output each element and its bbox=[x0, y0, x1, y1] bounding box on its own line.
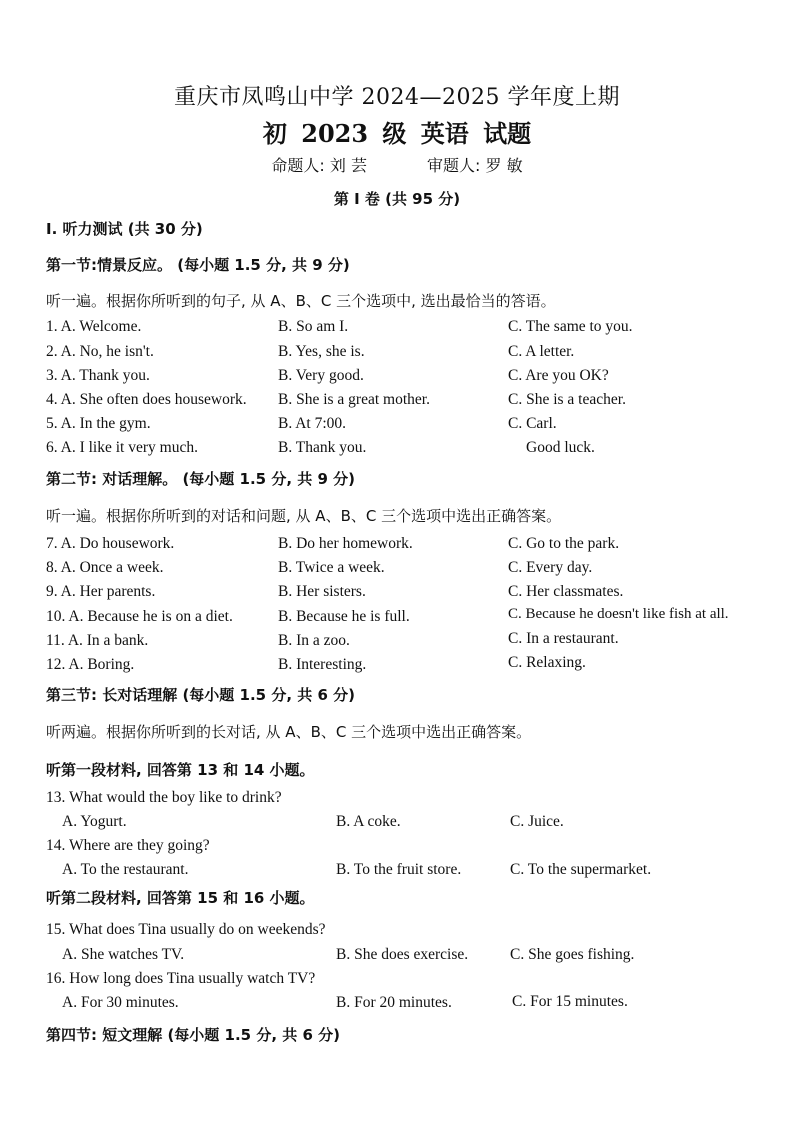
school-line: 重庆市凤鸣山中学 2024—2025 学年度上期 bbox=[174, 85, 620, 110]
part-heading: I. 听力测试 (共 30 分) bbox=[46, 220, 203, 238]
reviewer: 审题人: 罗 敏 bbox=[427, 156, 523, 175]
option-a: 11. A. In a bank. bbox=[46, 632, 149, 649]
option-a: 9. A. Her parents. bbox=[46, 583, 156, 600]
option-c: C. Because he doesn't like fish at all. bbox=[508, 606, 729, 622]
option-b: B. To the fruit store. bbox=[336, 861, 462, 878]
option-a: 4. A. She often does housework. bbox=[46, 391, 247, 408]
option-a: 8. A. Once a week. bbox=[46, 559, 164, 576]
section-instruction: 听一遍。根据你所听到的对话和问题, 从 A、B、C 三个选项中选出正确答案。 bbox=[46, 507, 562, 525]
option-c: C. Her classmates. bbox=[508, 583, 624, 600]
option-c: C. She goes fishing. bbox=[510, 946, 635, 963]
option-c: C. Relaxing. bbox=[508, 654, 586, 671]
option-b: B. Because he is full. bbox=[278, 608, 410, 625]
option-c: C. Juice. bbox=[510, 813, 564, 830]
option-b: B. Do her homework. bbox=[278, 535, 413, 552]
option-b: B. She does exercise. bbox=[336, 946, 469, 963]
question-stem: 15. What does Tina usually do on weekends? bbox=[46, 921, 326, 938]
exam-title: 初 2023 级 英语 试题 bbox=[262, 119, 532, 148]
option-b: B. Interesting. bbox=[278, 656, 367, 673]
section-heading: 第二节: 对话理解。 (每小题 1.5 分, 共 9 分) bbox=[46, 470, 355, 488]
option-c: Good luck. bbox=[526, 439, 595, 456]
option-a: 3. A. Thank you. bbox=[46, 367, 150, 384]
option-c: C. Are you OK? bbox=[508, 367, 609, 384]
option-a: 6. A. I like it very much. bbox=[46, 439, 198, 456]
option-a: 10. A. Because he is on a diet. bbox=[46, 608, 233, 625]
option-b: B. So am I. bbox=[278, 318, 349, 335]
option-b: B. Very good. bbox=[278, 367, 364, 384]
section-heading: 第三节: 长对话理解 (每小题 1.5 分, 共 6 分) bbox=[46, 686, 355, 704]
option-c: C. For 15 minutes. bbox=[512, 993, 628, 1010]
question-stem: 14. Where are they going? bbox=[46, 837, 210, 854]
section-heading: 第四节: 短文理解 (每小题 1.5 分, 共 6 分) bbox=[46, 1026, 340, 1044]
option-c: C. She is a teacher. bbox=[508, 391, 626, 408]
option-b: B. Her sisters. bbox=[278, 583, 366, 600]
option-c: C. Carl. bbox=[508, 415, 557, 432]
option-c: C. Every day. bbox=[508, 559, 593, 576]
option-b: B. Yes, she is. bbox=[278, 343, 365, 360]
material-heading: 听第一段材料, 回答第 13 和 14 小题。 bbox=[46, 761, 315, 779]
option-a: 2. A. No, he isn't. bbox=[46, 343, 154, 360]
option-a: 12. A. Boring. bbox=[46, 656, 135, 673]
option-a: A. She watches TV. bbox=[62, 946, 185, 963]
option-a: A. Yogurt. bbox=[62, 813, 127, 830]
option-c: C. The same to you. bbox=[508, 318, 633, 335]
option-b: B. In a zoo. bbox=[278, 632, 350, 649]
option-c: C. To the supermarket. bbox=[510, 861, 652, 878]
setter: 命题人: 刘 芸 bbox=[271, 156, 367, 175]
option-b: B. She is a great mother. bbox=[278, 391, 430, 408]
option-c: C. A letter. bbox=[508, 343, 575, 360]
option-b: B. For 20 minutes. bbox=[336, 994, 452, 1011]
option-a: 1. A. Welcome. bbox=[46, 318, 142, 335]
option-a: A. To the restaurant. bbox=[62, 861, 189, 878]
section-instruction: 听一遍。根据你所听到的句子, 从 A、B、C 三个选项中, 选出最恰当的答语。 bbox=[46, 292, 556, 310]
question-stem: 16. How long does Tina usually watch TV? bbox=[46, 970, 316, 987]
option-a: 5. A. In the gym. bbox=[46, 415, 151, 432]
option-c: C. In a restaurant. bbox=[508, 630, 619, 647]
option-b: B. A coke. bbox=[336, 813, 401, 830]
option-a: 7. A. Do housework. bbox=[46, 535, 175, 552]
option-a: A. For 30 minutes. bbox=[62, 994, 179, 1011]
option-b: B. Twice a week. bbox=[278, 559, 385, 576]
option-b: B. At 7:00. bbox=[278, 415, 347, 432]
option-c: C. Go to the park. bbox=[508, 535, 620, 552]
authors-line bbox=[0, 153, 794, 176]
option-b: B. Thank you. bbox=[278, 439, 367, 456]
question-stem: 13. What would the boy like to drink? bbox=[46, 789, 282, 806]
section-heading: 第一节:情景反应。 (每小题 1.5 分, 共 9 分) bbox=[46, 256, 350, 274]
section-instruction: 听两遍。根据你所听到的长对话, 从 A、B、C 三个选项中选出正确答案。 bbox=[46, 723, 532, 741]
volume-heading: 第 I 卷 (共 95 分) bbox=[333, 190, 461, 208]
material-heading: 听第二段材料, 回答第 15 和 16 小题。 bbox=[46, 889, 315, 907]
